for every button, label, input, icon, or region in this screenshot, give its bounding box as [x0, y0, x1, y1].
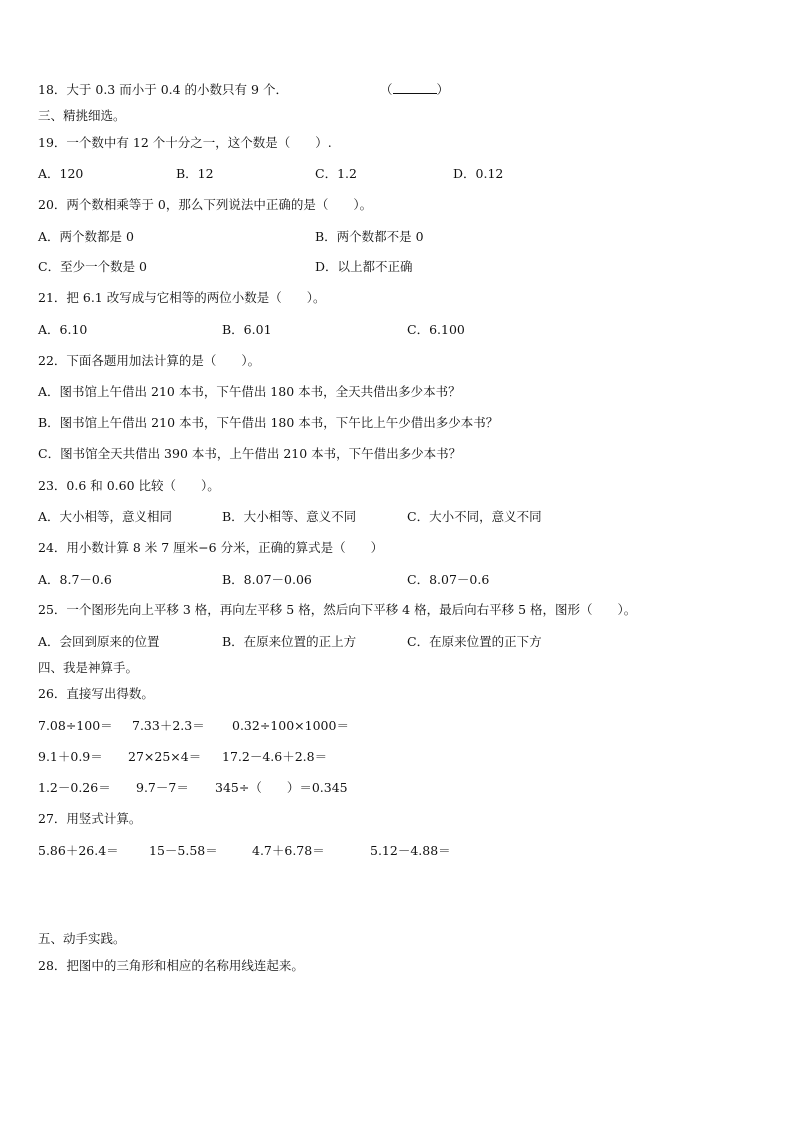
q20-option-c[interactable]: C．至少一个数是 0	[38, 259, 147, 274]
q23-option-a[interactable]: A．大小相等，意义相同	[38, 509, 173, 524]
q23-text: 23．0.6 和 0.60 比较（ ）。	[38, 478, 220, 493]
q22-option-c[interactable]: C．图书馆全天共借出 390 本书，上午借出 210 本书，下午借出多少本书？	[38, 446, 462, 461]
q26-item: 0.32÷100×1000＝	[232, 718, 349, 733]
q26-item: 345÷（ ）＝0.345	[215, 780, 348, 795]
q21-option-b[interactable]: B．6.01	[222, 322, 272, 337]
q27-text: 27．用竖式计算。	[38, 811, 142, 826]
q26-item: 17.2－4.6＋2.8＝	[222, 749, 328, 764]
q19-option-b[interactable]: B．12	[176, 166, 214, 181]
q27-item: 15－5.58＝	[149, 843, 218, 858]
q28-text: 28．把图中的三角形和相应的名称用线连起来。	[38, 958, 304, 973]
section-4-heading: 四、我是神算手。	[38, 660, 139, 675]
q24-option-b[interactable]: B．8.07－0.06	[222, 572, 312, 587]
q24-option-a[interactable]: A．8.7－0.6	[38, 572, 112, 587]
q26-text: 26．直接写出得数。	[38, 686, 154, 701]
q25-text: 25．一个图形先向上平移 3 格，再向左平移 5 格，然后向下平移 4 格，最后向右平移 5 格，图形（ ）。	[38, 602, 637, 617]
q24-option-c[interactable]: C．8.07－0.6	[407, 572, 490, 587]
q20-text: 20．两个数相乘等于 0，那么下列说法中正确的是（ ）。	[38, 197, 373, 212]
q22-option-b[interactable]: B．图书馆上午借出 210 本书，下午借出 180 本书，下午比上午少借出多少本书？	[38, 415, 499, 430]
q20-option-a[interactable]: A．两个数都是 0	[38, 229, 134, 244]
q27-item: 4.7＋6.78＝	[252, 843, 325, 858]
q19-option-d[interactable]: D．0.12	[453, 166, 504, 181]
q18-text: 18．大于 0.3 而小于 0.4 的小数只有 9 个．	[38, 82, 288, 97]
q18-answer-close: ）	[436, 82, 450, 97]
q25-option-b[interactable]: B．在原来位置的正上方	[222, 634, 357, 649]
q19-option-a[interactable]: A．120	[38, 166, 84, 181]
q26-item: 1.2－0.26＝	[38, 780, 111, 795]
q26-item: 9.1＋0.9＝	[38, 749, 103, 764]
q27-item: 5.12－4.88＝	[370, 843, 451, 858]
q24-text: 24．用小数计算 8 米 7 厘米−6 分米，正确的算式是（ ）	[38, 540, 384, 555]
q25-option-a[interactable]: A．会回到原来的位置	[38, 634, 160, 649]
q26-item: 7.08÷100＝	[38, 718, 113, 733]
q27-item: 5.86＋26.4＝	[38, 843, 119, 858]
q26-item: 9.7－7＝	[136, 780, 189, 795]
q20-option-b[interactable]: B．两个数都不是 0	[315, 229, 424, 244]
q25-option-c[interactable]: C．在原来位置的正下方	[407, 634, 542, 649]
q22-text: 22．下面各题用加法计算的是（ ）。	[38, 353, 261, 368]
q20-option-d[interactable]: D．以上都不正确	[315, 259, 413, 274]
q22-option-a[interactable]: A．图书馆上午借出 210 本书，下午借出 180 本书，全天共借出多少本书？	[38, 384, 461, 399]
q21-option-c[interactable]: C．6.100	[407, 322, 465, 337]
q23-option-b[interactable]: B．大小相等、意义不同	[222, 509, 357, 524]
section-3-heading: 三、精挑细选。	[38, 108, 126, 123]
q21-text: 21．把 6.1 改写成与它相等的两位小数是（ ）。	[38, 290, 326, 305]
q23-option-c[interactable]: C．大小不同，意义不同	[407, 509, 542, 524]
section-5-heading: 五、动手实践。	[38, 931, 126, 946]
q19-option-c[interactable]: C．1.2	[315, 166, 357, 181]
q18-answer-line	[393, 82, 437, 94]
q18-answer-open: （	[380, 82, 393, 97]
q26-item: 7.33＋2.3＝	[132, 718, 205, 733]
q18-answer-blank[interactable]	[380, 82, 449, 98]
q21-option-a[interactable]: A．6.10	[38, 322, 88, 337]
q19-text: 19．一个数中有 12 个十分之一，这个数是（ ）.	[38, 135, 332, 150]
q26-item: 27×25×4＝	[128, 749, 202, 764]
